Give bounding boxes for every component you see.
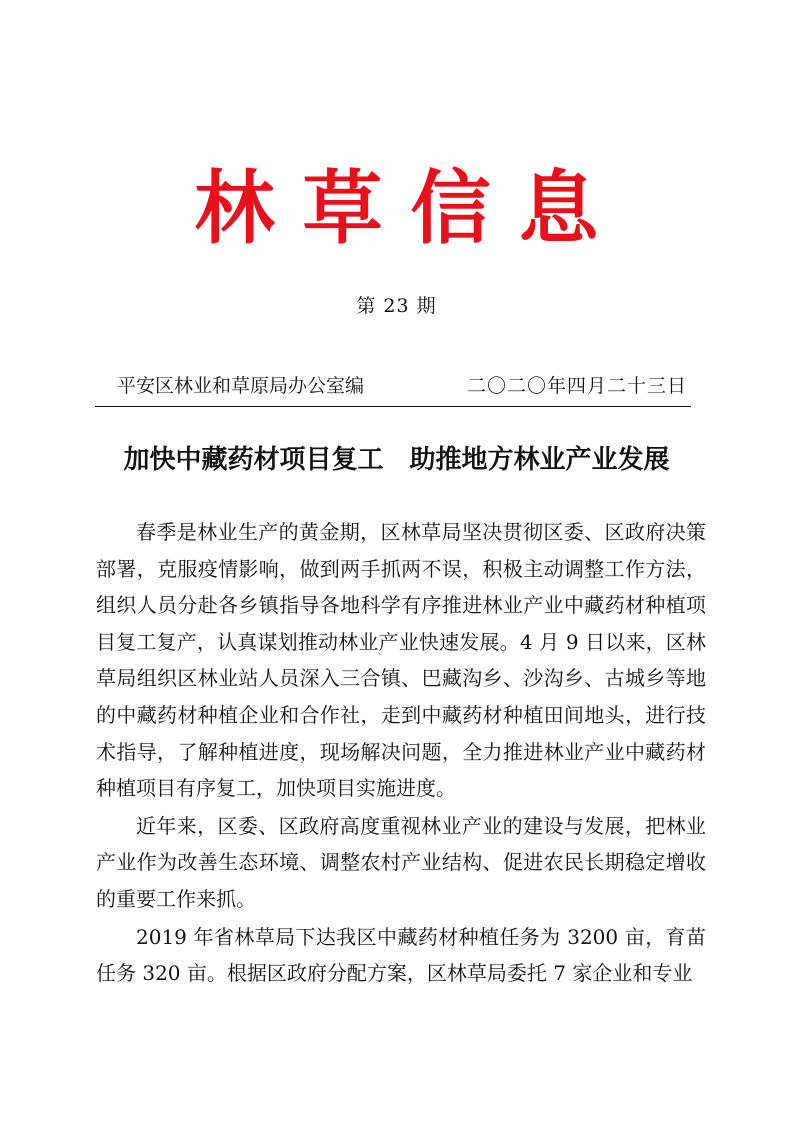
dateline xyxy=(95,372,691,407)
article-headline: 加快中藏药材项目复工 助推地方林业产业发展 xyxy=(123,445,670,475)
article-body xyxy=(96,514,706,993)
paragraph: 春季是林业生产的黄金期，区林草局坚决贯彻区委、区政府决策部署，克服疫情影响，做到两手抓两不误，积极主动调整工作方法，组织人员分赴各乡镇指导各地科学有序推进林业产业中藏药材种植项目复工复产，认真谋划推动林业产业快速发展。4 月 9 日以来，区林草局组织区林业站人员深入三合镇、巴藏沟乡、沙沟乡、古城乡等地的中藏药材种植企业和合作社，走到中藏药材种植田间地头，进行技术指导，了解种植进度，现场解决问题，全力推进林业产业中藏药材种植项目有序复工，加快项目实施进度。 xyxy=(96,520,706,801)
issuer: 平安区林业和草原局办公室编 xyxy=(117,375,365,397)
masthead-title: 林草信息 xyxy=(194,161,627,255)
paragraph: 近年来，区委、区政府高度重视林业产业的建设与发展，把林业产业作为改善生态环境、调整农村产业结构、促进农民长期稳定增收的重要工作来抓。 xyxy=(96,813,706,911)
publish-date: 二〇二〇年四月二十三日 xyxy=(466,375,687,397)
paragraph: 2019 年省林草局下达我区中藏药材种植任务为 3200 亩，育苗任务 320 亩。根据区政府分配方案，区林草局委托 7 家企业和专业 xyxy=(96,924,706,986)
issue-number: 第 23 期 xyxy=(356,295,437,317)
